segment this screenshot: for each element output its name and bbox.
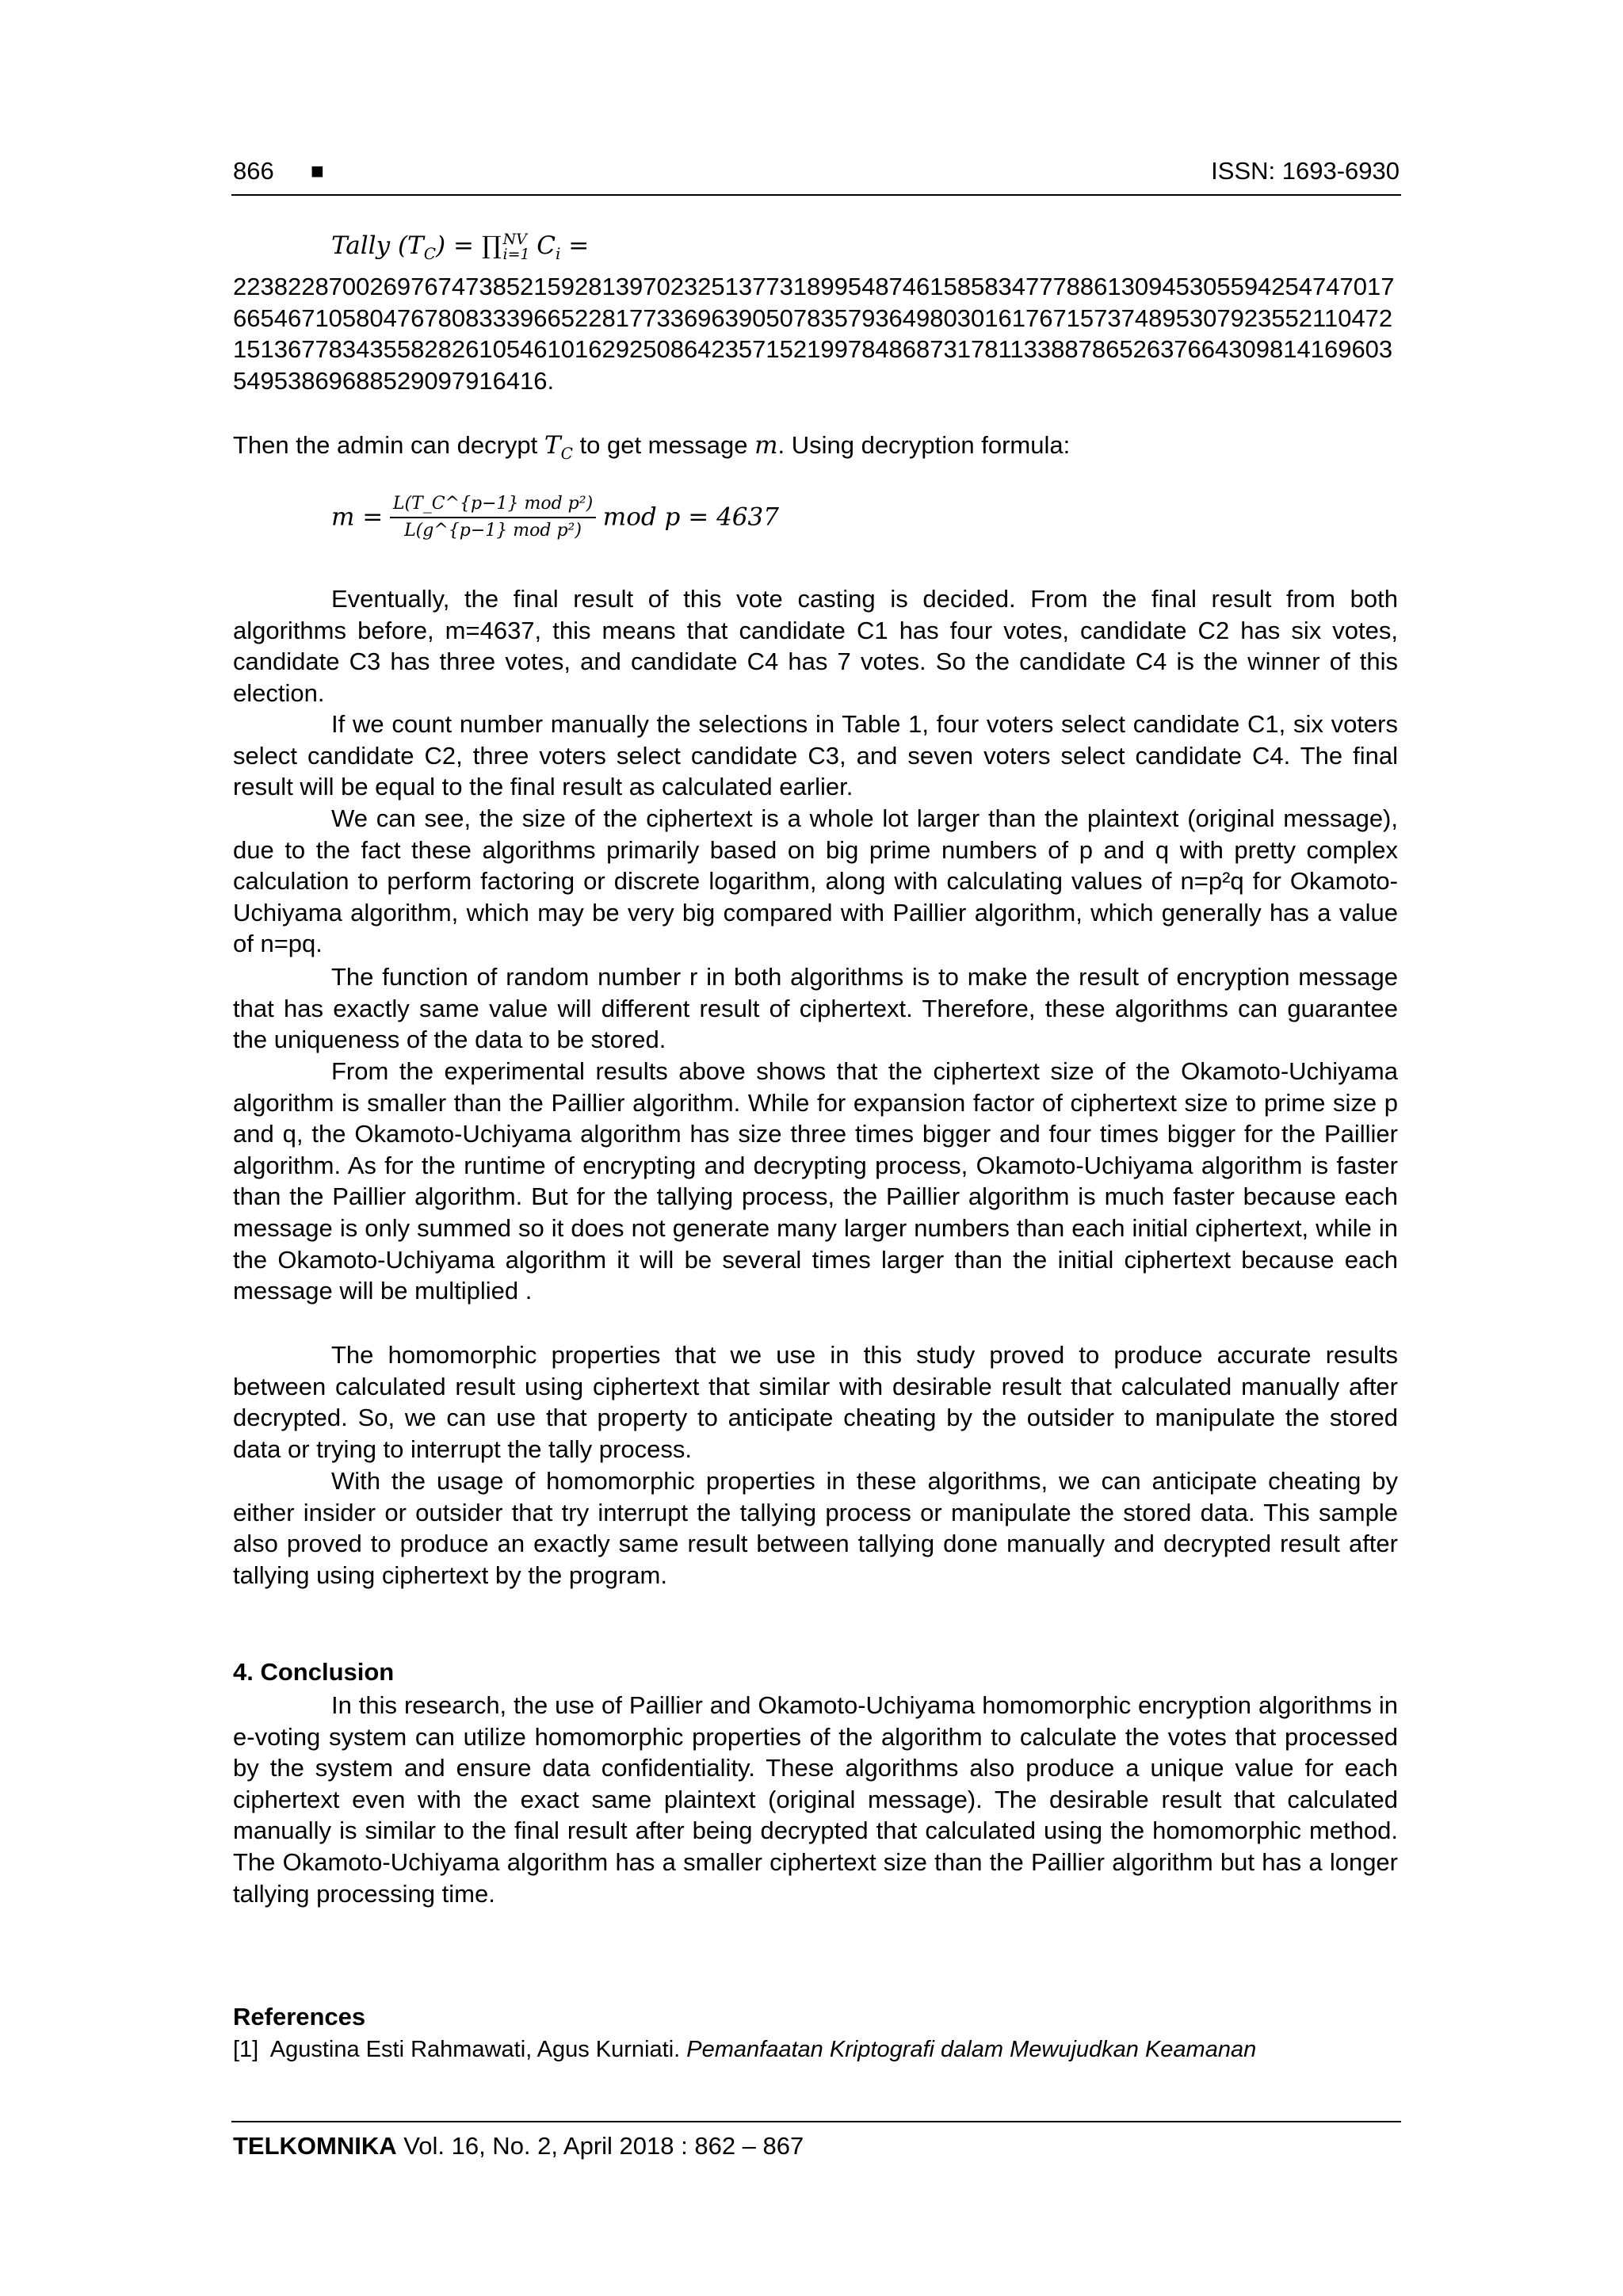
paragraph-ciphertext-size: We can see, the size of the ciphertext is a whole lot larger than the plaintext (original message), due to the fact these algorithms primarily based on big prime numbers of p and q with pretty complex calculation to perform factoring or discrete logarithm, along with calculating values of n=p²q for Okamoto-Uchiyama algorithm, which may be very big compared with Paillier algorithm, which generally has a value of n=pq.: [233, 804, 1398, 958]
paragraph-manual-count: If we count number manually the selections in Table 1, four voters select candidate C1, six voters select candidate C2, three voters select candidate C3, and seven voters select candidate C4. The final result will be equal to the final result as calculated earlier.: [233, 710, 1398, 801]
paragraph-experimental-results: From the experimental results above shows that the ciphertext size of the Okamoto-Uchiyama algorithm is smaller than the Paillier algorithm. While for expansion factor of ciphertext size to prime size p and q, the Okamoto-Uchiyama algorithm has size three times bigger and four times bigger for the Paillier algorithm. As for the runtime of encrypting and decrypting process, Okamoto-Uchiyama algorithm is faster than the Paillier algorithm. But for the tallying process, the Paillier algorithm is much faster because each message is only summed so it does not generate many larger numbers than each initial ciphertext, while in the Okamoto-Uchiyama algorithm it will be several times larger than the initial ciphertext because each message will be multiplied .: [233, 1057, 1398, 1305]
paragraph-anticipate-cheating: With the usage of homomorphic properties in these algorithms, we can anticipate cheating by either insider or outsider that try interrupt the tallying process or manipulate the stored data. This sample also proved to produce an exactly same result between tallying done manually and decrypted result after tallying using ciphertext by the program.: [233, 1467, 1398, 1589]
header-bullet: ■: [311, 159, 324, 183]
references-heading: References: [233, 2003, 366, 2030]
tally-formula: Tally $(T_C)$ = ∏ NV i=1 $C_i$ =: [331, 230, 590, 264]
footer-journal: TELKOMNIKA: [233, 2132, 397, 2160]
paragraph-final-result: Eventually, the final result of this vote casting is decided. From the final result from both algorithms before, m=4637, this means that candidate C1 has four votes, candidate C2 has six votes, candidate C3 has three votes, and candidate C4 has 7 votes. So the candidate C4 is the winner of this election.: [233, 585, 1398, 707]
conclusion-text: In this research, the use of Paillier and Okamoto-Uchiyama homomorphic encryption algorithms in e-voting system can utilize homomorphic properties of the algorithm to calculate the votes that processed by the system and ensure data confidentiality. These algorithms also produce a unique value for each ciphertext even with the exact same plaintext (original message). The desirable result that calculated manually is similar to the final result after being decrypted that calculated using the homomorphic method. The Okamoto-Uchiyama algorithm has a smaller ciphertext size than the Paillier algorithm but has a longer tallying processing time.: [233, 1691, 1398, 1908]
decrypt-intro: Then the admin can decrypt $T_C$ to get message m. Using decryption formula:: [233, 431, 1071, 464]
footer: [233, 2132, 804, 2160]
header-rule: [231, 194, 1401, 196]
decryption-formula: m = $\frac{\text{L(T\_C\textasciicircum{}\{p−1\} mod p²)}}{\text{L(g\textasciicircum{}\{p−1\} mod p²)}}$ mod p = 4637: [331, 494, 779, 541]
paragraph-random-number: The function of random number r in both algorithms is to make the result of encryption message that has exactly same value will different result of ciphertext. Therefore, these algorithms can guarantee the uniqueness of the data to be stored.: [233, 963, 1398, 1054]
footer-details: Vol. 16, No. 2, April 2018 : 862 – 867: [403, 2132, 804, 2160]
page-number: 866: [233, 157, 274, 185]
tally-number: 22382287002697674738521592813970232513773189954874615858347778861309453055942547470176654671058047678083339665228177336963905078357936498030161767157374895307923552110472151367783435582826105461016292508642357152199784868731781133887865263766430981416960354953869688529097916416.: [233, 273, 1395, 395]
header-issn: ISSN: 1693-6930: [1211, 157, 1400, 185]
decryption-fraction: $\frac{\text{L(T\_C\textasciicircum{}\{p−1\} mod p²)}}{\text{L(g\textasciicircum{}\{p−1\} mod p²)}}$: [390, 493, 596, 541]
footer-rule: [231, 2121, 1401, 2122]
conclusion-heading: 4. Conclusion: [233, 1658, 395, 1686]
paragraph-homomorphic-accuracy: The homomorphic properties that we use in this study proved to produce accurate results between calculated result using ciphertext that similar with desirable result that calculated manually after decrypted. So, we can use that property to anticipate cheating by the outsider to manipulate the stored data or trying to interrupt the tally process.: [233, 1341, 1398, 1463]
reference-item: [1] Agustina Esti Rahmawati, Agus Kurniati. Pemanfaatan Kriptografi dalam Mewujudkan Keamanan: [233, 2037, 1257, 2062]
